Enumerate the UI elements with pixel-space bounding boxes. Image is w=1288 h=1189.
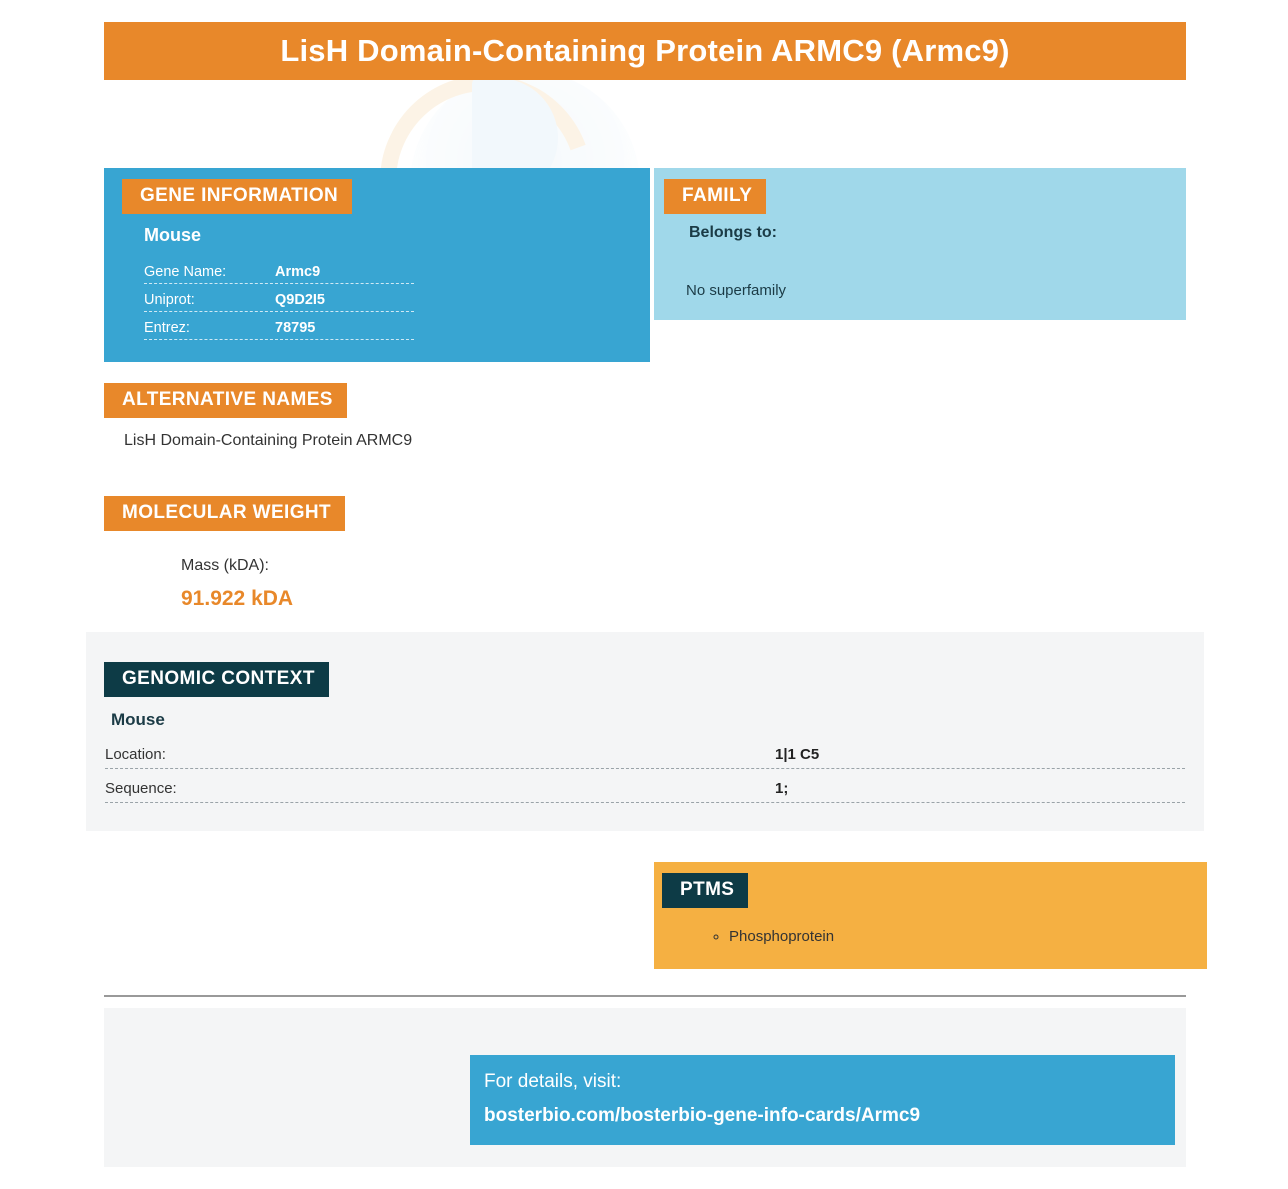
molecular-weight-value: 91.922 kDA xyxy=(181,587,294,610)
footer-divider xyxy=(104,995,1186,997)
genomic-context-heading: GENOMIC CONTEXT xyxy=(104,662,329,697)
alternative-names-value: LisH Domain-Containing Protein ARMC9 xyxy=(124,432,413,449)
page-title: LisH Domain-Containing Protein ARMC9 (Armc9) xyxy=(280,33,1010,68)
location-label: Location: xyxy=(105,746,166,763)
ptms-heading: PTMS xyxy=(662,873,748,908)
list-item: ◦ Phosphoprotein xyxy=(729,928,834,945)
table-row xyxy=(144,264,414,284)
alternative-names-heading: ALTERNATIVE NAMES xyxy=(104,383,347,418)
gene-information-species: Mouse xyxy=(144,225,202,245)
family-panel xyxy=(654,168,1186,320)
sequence-label: Sequence: xyxy=(105,780,177,797)
table-row xyxy=(144,320,414,340)
location-value: 1|1 C5 xyxy=(775,746,820,763)
footer-link-box[interactable] xyxy=(470,1055,1175,1145)
entrez-value: 78795 xyxy=(275,320,316,336)
table-row xyxy=(105,746,1185,769)
molecular-weight-heading: MOLECULAR WEIGHT xyxy=(104,496,345,531)
gene-name-value: Armc9 xyxy=(275,264,321,280)
footer-details-label: For details, visit: xyxy=(484,1071,622,1092)
genomic-context-species: Mouse xyxy=(111,710,165,729)
sequence-value: 1; xyxy=(775,780,789,797)
ptms-panel xyxy=(654,862,1207,969)
family-superfamily-value: No superfamily xyxy=(686,282,787,299)
molecular-weight-label: Mass (kDA): xyxy=(181,557,269,574)
page-title-bar xyxy=(104,22,1186,80)
ptms-list xyxy=(709,928,834,949)
gene-information-heading: GENE INFORMATION xyxy=(122,179,352,214)
uniprot-value: Q9D2I5 xyxy=(275,292,325,308)
gene-information-rows xyxy=(144,264,414,348)
footer-url-link[interactable]: bosterbio.com/bosterbio-gene-info-cards/Armc9 xyxy=(484,1105,921,1126)
family-heading: FAMILY xyxy=(664,179,766,214)
table-row xyxy=(144,292,414,312)
gene-name-label: Gene Name: xyxy=(144,264,227,280)
entrez-label: Entrez: xyxy=(144,320,190,336)
uniprot-label: Uniprot: xyxy=(144,292,195,308)
gene-information-panel xyxy=(104,168,650,362)
family-belongs-label: Belongs to: xyxy=(689,224,777,241)
genomic-context-panel xyxy=(86,632,1204,831)
genomic-context-rows xyxy=(105,746,1185,814)
table-row xyxy=(105,780,1185,803)
